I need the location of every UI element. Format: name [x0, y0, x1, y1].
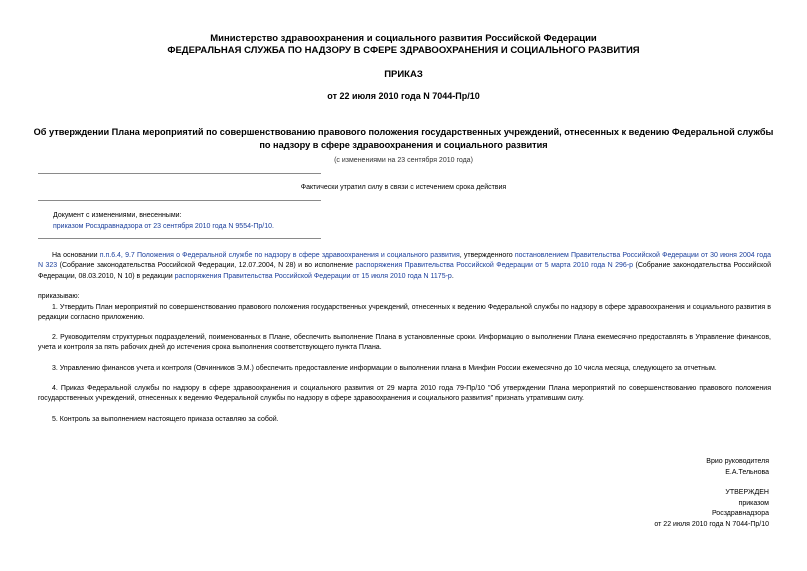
basis-text: (Собрание законодательства Российской Федерации, 08.03.2010, N 10) в редакции [38, 262, 772, 280]
basis-text: На основании [52, 252, 100, 259]
signature-name: Е.А.Тельнова [725, 468, 769, 476]
approval-block [654, 488, 769, 530]
approval-agency: Росздравнадзора [711, 510, 769, 517]
document-title: Об утверждении Плана мероприятий по совершенствованию правового положения государственных учреждений, отнесенных к ведению Федеральной службы по надзору в сфере здравоохранения и социального развития [33, 127, 774, 150]
order-item-2: 2. Руководителям структурных подразделений, поименованных в Плане, обеспечить выполнение Плана в установленные сроки. Информацию о выполнении Плана ежемесячно предоставлять в Управление финансов, учета и контроля за пять рабочих дней до истечения срока выполнения соответствующего пункта Плана. [38, 334, 771, 352]
divider [38, 200, 321, 201]
approval-by-order: приказом [738, 499, 769, 507]
order-word: приказываю: [38, 293, 80, 300]
order-item-5: 5. Контроль за выполнением настоящего приказа оставляю за собой. [52, 416, 279, 423]
basis-text: . [451, 272, 454, 280]
basis-link-order-296[interactable]: распоряжения Правительства Российской Федерации от 5 марта 2010 года N 296-р [355, 262, 634, 270]
basis-paragraph [38, 251, 771, 282]
order-item-1: 1. Утвердить План мероприятий по совершенствованию правового положения государственных учреждений, отнесенных к ведению Федеральной службы по надзору в сфере здравоохранения и социального развития в редакции согласно приложению. [38, 304, 771, 322]
order-item-3: 3. Управлению финансов учета и контроля (Овчинников Э.М.) обеспечить предоставление информации о выполнении плана в Минфин России ежемесячно до 10 числа месяца, следующего за отчетным. [52, 365, 717, 372]
basis-text: , утвержденного [459, 252, 515, 259]
order-date-number: от 22 июля 2010 года N 7044-Пр/10 [327, 91, 480, 101]
basis-text: (Собрание законодательства Российской Федерации, 12.07.2004, N 28) и во исполнение [57, 262, 356, 270]
basis-link-order-1175[interactable]: распоряжения Правительства Российской Федерации от 15 июля 2010 года N 1175-р [174, 272, 452, 280]
changes-link[interactable]: приказом Росздравнадзора от 23 сентября 2010 года N 9554-Пр/10. [53, 223, 274, 230]
service-name: ФЕДЕРАЛЬНАЯ СЛУЖБА ПО НАДЗОРУ В СФЕРЕ ЗДРАВООХРАНЕНИЯ И СОЦИАЛЬНОГО РАЗВИТИЯ [167, 45, 640, 56]
basis-link-resolution[interactable]: постановлением Правительства Российской Федерации от 30 июня 2004 года N 323 [38, 252, 772, 270]
status-note: Фактически утратил силу в связи с истечением срока действия [300, 184, 507, 191]
approval-approved: УТВЕРЖДЕН [725, 489, 769, 496]
document-type: ПРИКАЗ [384, 69, 423, 80]
order-item-4: 4. Приказ Федеральной службы по надзору в сфере здравоохранения и социального развития от 29 марта 2010 года 79-Пр/10 "Об утверждении Плана мероприятий по совершенствованию правового положения государственных учреждений, отнесенных к ведению Федеральной службы по надзору в сфере здравоохранения и социального развития" признать утратившим силу. [38, 385, 771, 403]
divider [38, 238, 321, 239]
basis-link-regulation[interactable]: п.п.6.4, 9.7 Положения о Федеральной службе по надзору в сфере здравоохранения и социального развития [99, 252, 460, 259]
signature-block [706, 457, 769, 478]
signature-position: Врио руководителя [706, 458, 769, 465]
ministry-name: Министерство здравоохранения и социального развития Российской Федерации [210, 33, 597, 44]
divider [38, 173, 321, 174]
approval-date: от 22 июля 2010 года N 7044-Пр/10 [654, 520, 769, 528]
changes-label: Документ с изменениями, внесенными: [53, 212, 182, 219]
amendments-note: (с изменениями на 23 сентября 2010 года) [334, 157, 473, 164]
